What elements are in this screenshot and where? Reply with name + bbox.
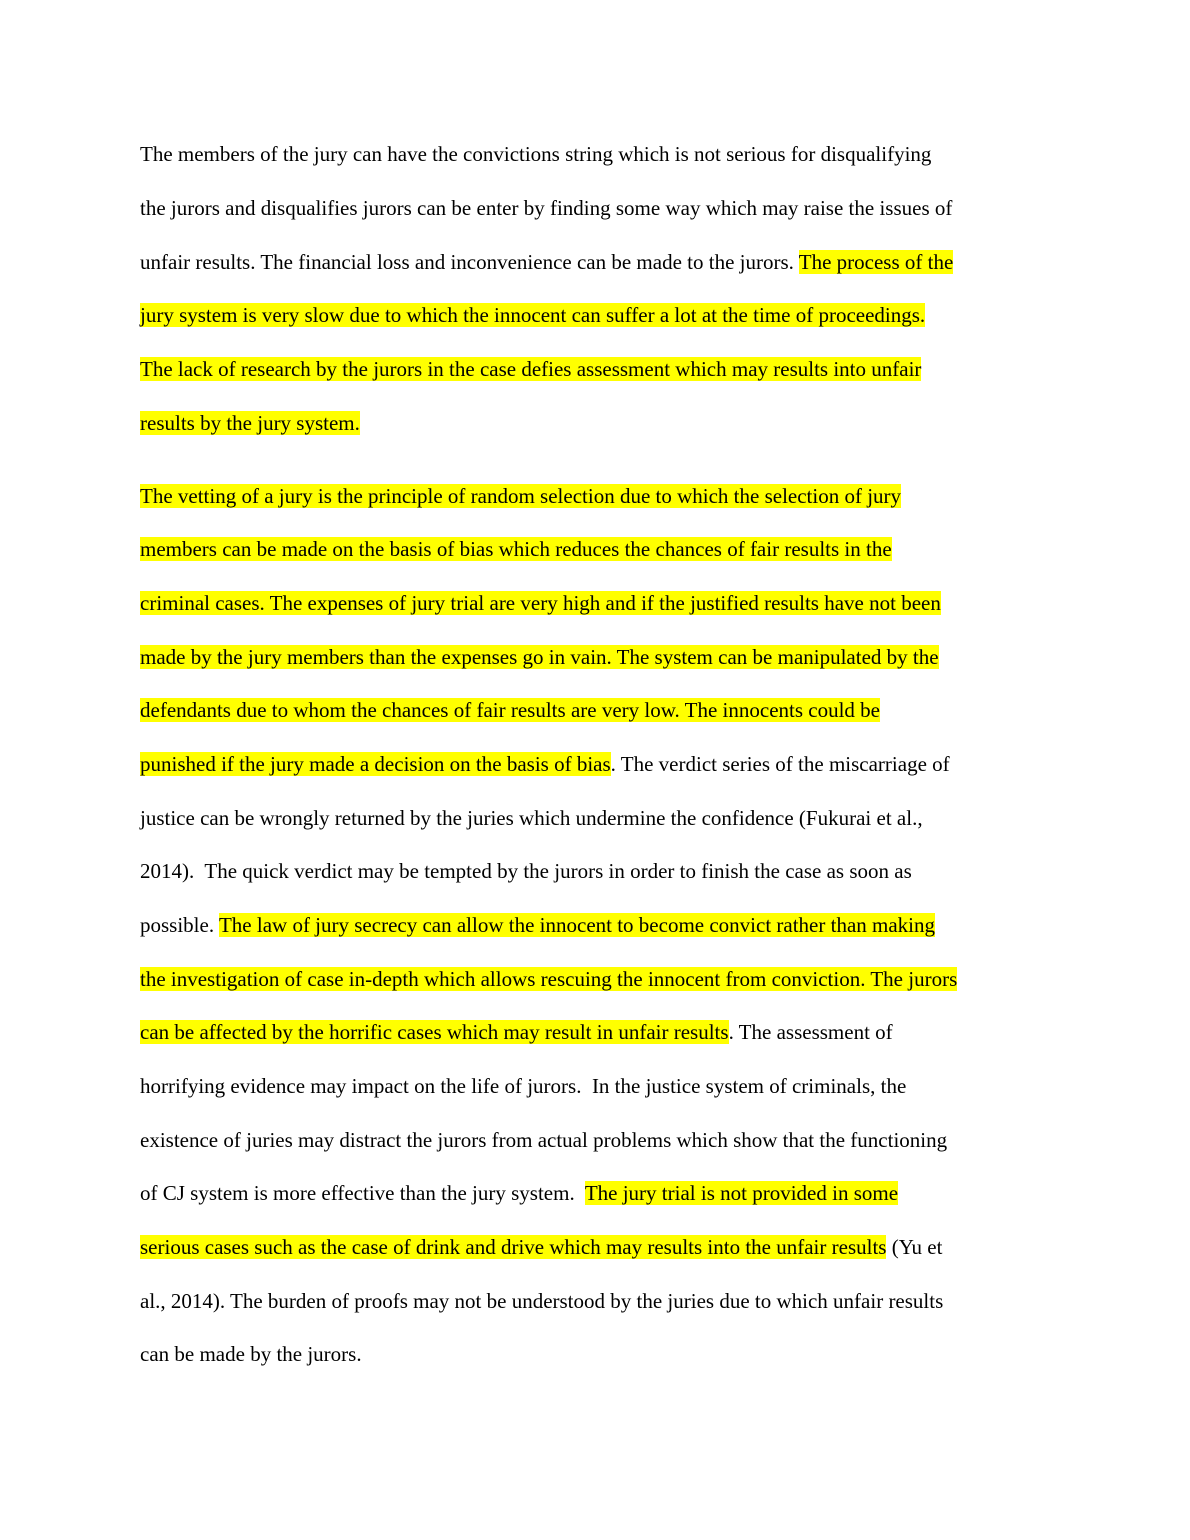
- text-line: [140, 1127, 947, 1154]
- text-run: al., 2014). The burden of proofs may not be understood by the juries due to which unfair results: [140, 1289, 944, 1313]
- text-line: [140, 356, 921, 383]
- text-run: justice can be wrongly returned by the juries which undermine the confidence (Fukurai et al.,: [140, 806, 923, 830]
- text-line: [140, 483, 901, 510]
- text-line: [140, 858, 912, 885]
- highlighted-text: criminal cases. The expenses of jury trial are very high and if the justified results have not been: [140, 591, 941, 615]
- text-line: [140, 1019, 893, 1046]
- text-run: of CJ system is more effective than the jury system.: [140, 1181, 585, 1205]
- text-line: [140, 1073, 906, 1100]
- text-line: [140, 966, 957, 993]
- text-line: [140, 302, 925, 329]
- highlighted-text: defendants due to whom the chances of fair results are very low. The innocents could be: [140, 698, 881, 722]
- highlighted-text: The vetting of a jury is the principle of random selection due to which the selection of jury: [140, 484, 902, 508]
- text-line: [140, 410, 360, 437]
- highlighted-text: The process of the: [798, 250, 954, 274]
- highlighted-text: punished if the jury made a decision on the basis of bias: [140, 752, 611, 776]
- highlighted-text: The lack of research by the jurors in the case defies assessment which may results into unfair: [140, 357, 922, 381]
- text-line: [140, 912, 935, 939]
- text-run: unfair results. The financial loss and inconvenience can be made to the jurors.: [140, 250, 799, 274]
- highlighted-text: members can be made on the basis of bias which reduces the chances of fair results in the: [140, 537, 892, 561]
- text-line: [140, 805, 923, 832]
- text-line: [140, 697, 880, 724]
- text-line: [140, 1341, 362, 1368]
- highlighted-text: made by the jury members than the expenses go in vain. The system can be manipulated by the: [140, 645, 939, 669]
- highlighted-text: The jury trial is not provided in some: [584, 1181, 899, 1205]
- text-run: The members of the jury can have the convictions string which is not serious for disqualifying: [140, 142, 932, 166]
- highlighted-text: jury system is very slow due to which the innocent can suffer a lot at the time of proceedings.: [140, 303, 926, 327]
- text-line: [140, 644, 939, 671]
- text-line: [140, 249, 953, 276]
- text-line: [140, 1288, 943, 1315]
- text-line: [140, 1180, 898, 1207]
- text-run: existence of juries may distract the jurors from actual problems which show that the functioning: [140, 1128, 948, 1152]
- highlighted-text: The law of jury secrecy can allow the innocent to become convict rather than making: [218, 913, 936, 937]
- text-line: [140, 536, 892, 563]
- text-line: [140, 590, 941, 617]
- text-line: [140, 195, 952, 222]
- text-run: horrifying evidence may impact on the life of jurors. In the justice system of criminals, the: [140, 1074, 907, 1098]
- text-line: [140, 141, 931, 168]
- text-line: [140, 751, 950, 778]
- text-run: (Yu et: [886, 1235, 943, 1259]
- text-run: . The verdict series of the miscarriage of: [610, 752, 950, 776]
- text-run: can be made by the jurors.: [140, 1342, 362, 1366]
- highlighted-text: serious cases such as the case of drink and drive which may results into the unfair results: [140, 1235, 887, 1259]
- text-run: the jurors and disqualifies jurors can be enter by finding some way which may raise the issues of: [140, 196, 953, 220]
- text-run: . The assessment of: [728, 1020, 893, 1044]
- highlighted-text: results by the jury system.: [140, 411, 360, 435]
- text-line: [140, 1234, 942, 1261]
- text-run: possible.: [140, 913, 219, 937]
- highlighted-text: can be affected by the horrific cases which may result in unfair results: [140, 1020, 729, 1044]
- highlighted-text: the investigation of case in-depth which allows rescuing the innocent from conviction. The jurors: [140, 967, 958, 991]
- text-run: 2014). The quick verdict may be tempted by the jurors in order to finish the case as soon as: [140, 859, 912, 883]
